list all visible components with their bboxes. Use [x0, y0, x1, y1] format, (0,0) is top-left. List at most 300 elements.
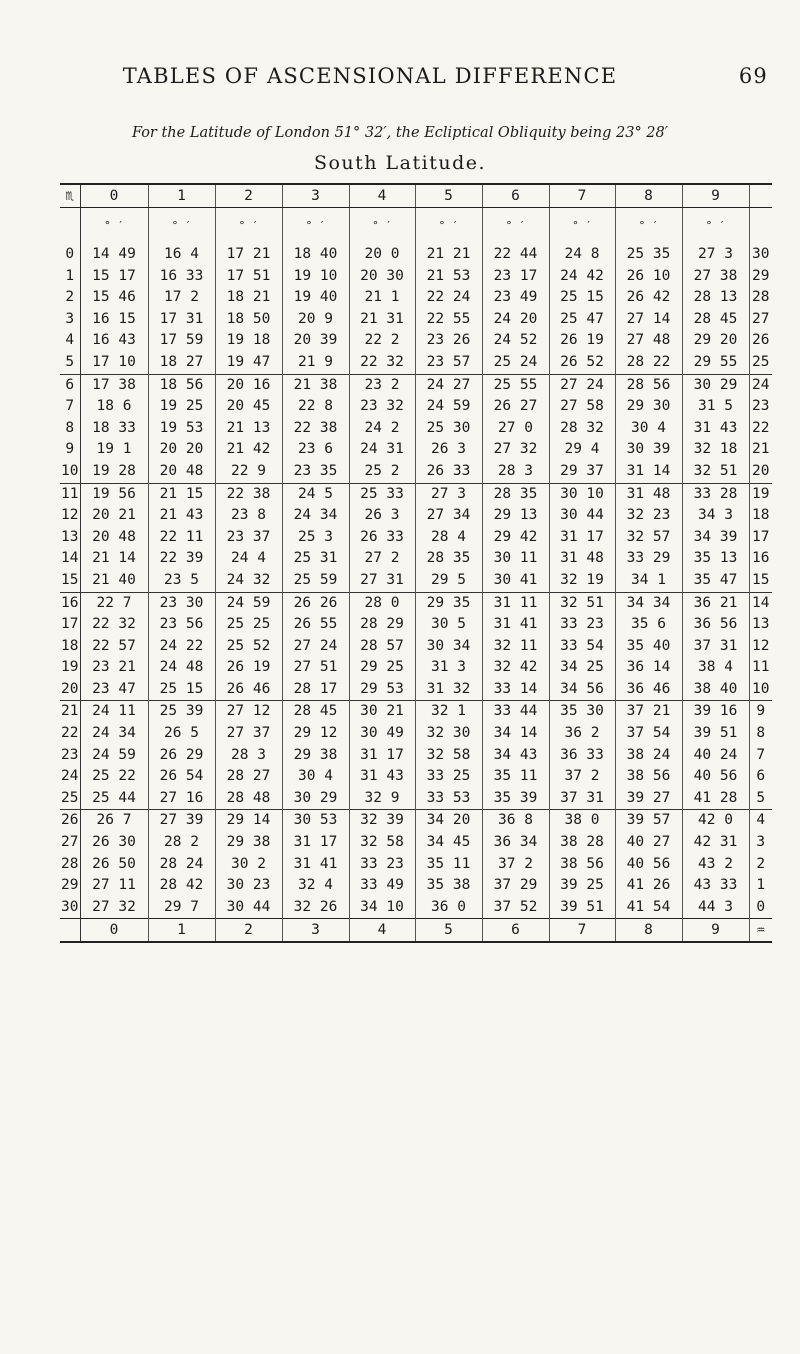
table-cell: 42 0	[682, 810, 749, 832]
table-cell: 31 11	[482, 592, 549, 614]
table-cell: 24 31	[349, 439, 415, 461]
table-cell: 29 42	[482, 527, 549, 549]
row-degree-right: 27	[749, 309, 772, 331]
row-degree-left: 11	[60, 483, 80, 505]
column-footer-2: 2	[215, 919, 282, 943]
table-cell: 34 25	[549, 657, 615, 679]
table-cell: 22 8	[282, 396, 349, 418]
table-cell: 29 14	[215, 810, 282, 832]
table-cell: 37 54	[615, 723, 682, 745]
column-footer-6: 6	[482, 919, 549, 943]
column-footer-0: 0	[80, 919, 148, 943]
table-cell: 28 48	[215, 788, 282, 810]
table-cell: 24 8	[549, 244, 615, 266]
table-cell: 17 31	[148, 309, 215, 331]
table-cell: 27 3	[682, 244, 749, 266]
table-cell: 22 38	[282, 418, 349, 440]
table-cell: 32 19	[549, 570, 615, 592]
table-cell: 24 5	[282, 483, 349, 505]
table-cell: 23 2	[349, 374, 415, 396]
table-cell: 36 8	[482, 810, 549, 832]
table-cell: 35 13	[682, 548, 749, 570]
table-cell: 26 3	[415, 439, 482, 461]
table-cell: 17 38	[80, 374, 148, 396]
table-cell: 38 56	[549, 854, 615, 876]
table-cell: 18 27	[148, 352, 215, 374]
table-cell: 26 46	[215, 679, 282, 701]
table-cell: 36 46	[615, 679, 682, 701]
table-row	[60, 527, 772, 549]
unit-right-blank	[749, 208, 772, 245]
table-cell: 29 13	[482, 505, 549, 527]
table-cell: 32 18	[682, 439, 749, 461]
table-cell: 26 54	[148, 766, 215, 788]
column-header-row	[60, 184, 772, 208]
table-cell: 23 49	[482, 287, 549, 309]
table-cell: 27 32	[482, 439, 549, 461]
table-cell: 23 5	[148, 570, 215, 592]
table-cell: 21 21	[415, 244, 482, 266]
row-degree-right: 0	[749, 897, 772, 919]
table-cell: 33 53	[415, 788, 482, 810]
table-cell: 35 11	[482, 766, 549, 788]
table-cell: 29 53	[349, 679, 415, 701]
table-cell: 33 14	[482, 679, 549, 701]
table-cell: 30 49	[349, 723, 415, 745]
table-cell: 35 6	[615, 614, 682, 636]
table-cell: 17 21	[215, 244, 282, 266]
table-cell: 18 56	[148, 374, 215, 396]
table-cell: 25 39	[148, 701, 215, 723]
page-header	[30, 54, 770, 94]
table-cell: 34 1	[615, 570, 682, 592]
unit-label: ° ′	[415, 208, 482, 245]
table-cell: 17 59	[148, 330, 215, 352]
table-cell: 25 3	[282, 527, 349, 549]
unit-label: ° ′	[349, 208, 415, 245]
table-cell: 44 3	[682, 897, 749, 919]
table-cell: 37 2	[482, 854, 549, 876]
table-cell: 25 44	[80, 788, 148, 810]
row-degree-left: 8	[60, 418, 80, 440]
table-row	[60, 766, 772, 788]
table-cell: 20 0	[349, 244, 415, 266]
row-degree-left: 16	[60, 592, 80, 614]
table-cell: 40 56	[682, 766, 749, 788]
table-cell: 24 22	[148, 636, 215, 658]
unit-label: ° ′	[615, 208, 682, 245]
table-cell: 24 34	[80, 723, 148, 745]
row-degree-right: 6	[749, 766, 772, 788]
table-cell: 20 39	[282, 330, 349, 352]
table-row	[60, 483, 772, 505]
table-cell: 25 59	[282, 570, 349, 592]
table-cell: 28 22	[615, 352, 682, 374]
table-cell: 28 24	[148, 854, 215, 876]
unit-left-blank	[60, 208, 80, 245]
table-cell: 28 45	[682, 309, 749, 331]
table-cell: 38 56	[615, 766, 682, 788]
table-cell: 32 26	[282, 897, 349, 919]
row-degree-right: 8	[749, 723, 772, 745]
table-cell: 32 39	[349, 810, 415, 832]
table-cell: 33 44	[482, 701, 549, 723]
table-body	[60, 244, 772, 919]
table-row	[60, 701, 772, 723]
table-row	[60, 309, 772, 331]
table-cell: 35 47	[682, 570, 749, 592]
section-title: South Latitude.	[313, 152, 487, 174]
table-cell: 20 9	[282, 309, 349, 331]
unit-label: ° ′	[482, 208, 549, 245]
table-cell: 26 7	[80, 810, 148, 832]
table-cell: 22 39	[148, 548, 215, 570]
table-cell: 18 6	[80, 396, 148, 418]
table-cell: 24 27	[415, 374, 482, 396]
table-cell: 36 14	[615, 657, 682, 679]
table-cell: 20 48	[80, 527, 148, 549]
page-title: TABLES OF ASCENSIONAL DIFFERENCE	[122, 64, 618, 88]
row-degree-left: 3	[60, 309, 80, 331]
table-cell: 34 3	[682, 505, 749, 527]
table-cell: 28 3	[215, 745, 282, 767]
table-cell: 32 4	[282, 875, 349, 897]
table-cell: 19 18	[215, 330, 282, 352]
unit-label: ° ′	[80, 208, 148, 245]
row-degree-left: 27	[60, 832, 80, 854]
table-cell: 29 5	[415, 570, 482, 592]
column-header-0: 0	[80, 184, 148, 208]
table-cell: 36 34	[482, 832, 549, 854]
table-cell: 27 16	[148, 788, 215, 810]
table-cell: 26 55	[282, 614, 349, 636]
table-cell: 24 59	[215, 592, 282, 614]
row-degree-left: 9	[60, 439, 80, 461]
table-cell: 30 21	[349, 701, 415, 723]
column-footer-8: 8	[615, 919, 682, 943]
sign-symbol-top: ♏	[60, 184, 80, 208]
row-degree-left: 28	[60, 854, 80, 876]
table-cell: 26 27	[482, 396, 549, 418]
table-cell: 28 32	[549, 418, 615, 440]
table-cell: 18 40	[282, 244, 349, 266]
table-cell: 35 30	[549, 701, 615, 723]
column-header-6: 6	[482, 184, 549, 208]
table-cell: 26 19	[549, 330, 615, 352]
table-cell: 14 49	[80, 244, 148, 266]
table-cell: 34 43	[482, 745, 549, 767]
table-cell: 37 2	[549, 766, 615, 788]
table-cell: 20 48	[148, 461, 215, 483]
table-cell: 22 32	[349, 352, 415, 374]
table-cell: 23 56	[148, 614, 215, 636]
table-cell: 27 14	[615, 309, 682, 331]
table-cell: 22 44	[482, 244, 549, 266]
table-cell: 27 11	[80, 875, 148, 897]
table-row	[60, 374, 772, 396]
table-cell: 21 9	[282, 352, 349, 374]
table-cell: 21 31	[349, 309, 415, 331]
table-cell: 28 3	[482, 461, 549, 483]
table-cell: 28 35	[482, 483, 549, 505]
row-degree-right: 15	[749, 570, 772, 592]
table-cell: 30 34	[415, 636, 482, 658]
table-cell: 29 7	[148, 897, 215, 919]
table-cell: 28 2	[148, 832, 215, 854]
row-degree-right: 5	[749, 788, 772, 810]
table-cell: 24 4	[215, 548, 282, 570]
table-cell: 33 23	[349, 854, 415, 876]
table-cell: 35 38	[415, 875, 482, 897]
row-degree-left: 14	[60, 548, 80, 570]
row-degree-right: 12	[749, 636, 772, 658]
table-cell: 32 9	[349, 788, 415, 810]
table-cell: 31 41	[482, 614, 549, 636]
row-degree-left: 18	[60, 636, 80, 658]
table-cell: 21 38	[282, 374, 349, 396]
table-cell: 40 27	[615, 832, 682, 854]
column-header-4: 4	[349, 184, 415, 208]
unit-label: ° ′	[148, 208, 215, 245]
header-right-blank	[749, 184, 772, 208]
table-cell: 33 28	[682, 483, 749, 505]
table-row	[60, 832, 772, 854]
table-cell: 43 2	[682, 854, 749, 876]
table-cell: 26 29	[148, 745, 215, 767]
table-cell: 18 50	[215, 309, 282, 331]
table-cell: 27 32	[80, 897, 148, 919]
table-cell: 26 3	[349, 505, 415, 527]
table-cell: 20 16	[215, 374, 282, 396]
row-degree-left: 2	[60, 287, 80, 309]
row-degree-left: 12	[60, 505, 80, 527]
table-cell: 21 13	[215, 418, 282, 440]
table-cell: 36 21	[682, 592, 749, 614]
table-cell: 21 15	[148, 483, 215, 505]
row-degree-left: 23	[60, 745, 80, 767]
table-cell: 29 20	[682, 330, 749, 352]
table-cell: 21 42	[215, 439, 282, 461]
column-header-2: 2	[215, 184, 282, 208]
unit-label: ° ′	[682, 208, 749, 245]
table-cell: 35 11	[415, 854, 482, 876]
table-cell: 20 21	[80, 505, 148, 527]
table-row	[60, 810, 772, 832]
table-cell: 37 31	[682, 636, 749, 658]
table-cell: 16 43	[80, 330, 148, 352]
table-cell: 28 0	[349, 592, 415, 614]
row-degree-right: 2	[749, 854, 772, 876]
row-degree-right: 19	[749, 483, 772, 505]
table-cell: 37 52	[482, 897, 549, 919]
row-degree-right: 23	[749, 396, 772, 418]
table-cell: 20 30	[349, 266, 415, 288]
table-row	[60, 788, 772, 810]
table-cell: 39 51	[682, 723, 749, 745]
table-cell: 34 56	[549, 679, 615, 701]
row-degree-left: 6	[60, 374, 80, 396]
table-cell: 30 29	[282, 788, 349, 810]
table-cell: 32 58	[415, 745, 482, 767]
table-cell: 24 20	[482, 309, 549, 331]
table-cell: 28 27	[215, 766, 282, 788]
table-cell: 15 17	[80, 266, 148, 288]
column-header-8: 8	[615, 184, 682, 208]
table-cell: 29 4	[549, 439, 615, 461]
row-degree-right: 3	[749, 832, 772, 854]
row-degree-left: 30	[60, 897, 80, 919]
row-degree-right: 20	[749, 461, 772, 483]
row-degree-left: 26	[60, 810, 80, 832]
table-cell: 30 39	[615, 439, 682, 461]
table-cell: 26 33	[415, 461, 482, 483]
table-cell: 38 24	[615, 745, 682, 767]
row-degree-left: 5	[60, 352, 80, 374]
table-cell: 16 33	[148, 266, 215, 288]
table-cell: 23 47	[80, 679, 148, 701]
table-cell: 32 58	[349, 832, 415, 854]
row-degree-right: 7	[749, 745, 772, 767]
row-degree-right: 26	[749, 330, 772, 352]
table-row	[60, 266, 772, 288]
table-cell: 27 38	[682, 266, 749, 288]
table-cell: 25 30	[415, 418, 482, 440]
table-row	[60, 461, 772, 483]
table-subtitle: For the Latitude of London 51° 32′, the Ecliptical Obliquity being 23° 28′	[131, 125, 669, 141]
table-cell: 27 12	[215, 701, 282, 723]
table-cell: 23 57	[415, 352, 482, 374]
row-degree-left: 29	[60, 875, 80, 897]
table-cell: 19 53	[148, 418, 215, 440]
table-row	[60, 592, 772, 614]
table-cell: 30 5	[415, 614, 482, 636]
row-degree-right: 22	[749, 418, 772, 440]
table-row	[60, 854, 772, 876]
table-cell: 32 57	[615, 527, 682, 549]
table-row	[60, 875, 772, 897]
table-cell: 31 48	[615, 483, 682, 505]
unit-label: ° ′	[549, 208, 615, 245]
table-cell: 31 48	[549, 548, 615, 570]
table-cell: 21 1	[349, 287, 415, 309]
table-cell: 26 10	[615, 266, 682, 288]
row-degree-right: 18	[749, 505, 772, 527]
table-cell: 29 25	[349, 657, 415, 679]
table-cell: 24 59	[415, 396, 482, 418]
table-cell: 15 46	[80, 287, 148, 309]
table-cell: 38 0	[549, 810, 615, 832]
table-cell: 22 55	[415, 309, 482, 331]
table-cell: 27 24	[282, 636, 349, 658]
row-degree-right: 21	[749, 439, 772, 461]
sign-symbol-bottom: ♒	[749, 919, 772, 943]
table-cell: 34 34	[615, 592, 682, 614]
table-cell: 26 5	[148, 723, 215, 745]
row-degree-left: 10	[60, 461, 80, 483]
table-cell: 40 24	[682, 745, 749, 767]
table-cell: 28 56	[615, 374, 682, 396]
table-cell: 30 2	[215, 854, 282, 876]
table-cell: 28 17	[282, 679, 349, 701]
row-degree-right: 1	[749, 875, 772, 897]
table-cell: 41 28	[682, 788, 749, 810]
row-degree-right: 16	[749, 548, 772, 570]
table-cell: 19 1	[80, 439, 148, 461]
row-degree-right: 17	[749, 527, 772, 549]
table-cell: 39 27	[615, 788, 682, 810]
table-cell: 31 41	[282, 854, 349, 876]
table-cell: 39 16	[682, 701, 749, 723]
table-cell: 31 17	[349, 745, 415, 767]
table-cell: 28 42	[148, 875, 215, 897]
column-header-5: 5	[415, 184, 482, 208]
table-cell: 19 47	[215, 352, 282, 374]
table-row	[60, 439, 772, 461]
table-cell: 33 49	[349, 875, 415, 897]
table-cell: 36 56	[682, 614, 749, 636]
table-cell: 23 6	[282, 439, 349, 461]
table-cell: 36 33	[549, 745, 615, 767]
table-cell: 29 38	[282, 745, 349, 767]
table-cell: 34 14	[482, 723, 549, 745]
ascensional-difference-table	[60, 183, 772, 943]
table-cell: 36 2	[549, 723, 615, 745]
column-footer-1: 1	[148, 919, 215, 943]
table-cell: 20 20	[148, 439, 215, 461]
table-cell: 34 39	[682, 527, 749, 549]
row-degree-right: 13	[749, 614, 772, 636]
row-degree-left: 0	[60, 244, 80, 266]
table-cell: 22 11	[148, 527, 215, 549]
table-row	[60, 505, 772, 527]
table-cell: 21 14	[80, 548, 148, 570]
row-degree-right: 14	[749, 592, 772, 614]
row-degree-right: 24	[749, 374, 772, 396]
table-cell: 26 52	[549, 352, 615, 374]
table-row	[60, 679, 772, 701]
table-row	[60, 244, 772, 266]
table-cell: 27 34	[415, 505, 482, 527]
row-degree-left: 19	[60, 657, 80, 679]
row-degree-right: 25	[749, 352, 772, 374]
table-cell: 24 42	[549, 266, 615, 288]
table-cell: 26 30	[80, 832, 148, 854]
table-cell: 27 51	[282, 657, 349, 679]
table-cell: 43 33	[682, 875, 749, 897]
table-cell: 19 40	[282, 287, 349, 309]
table-cell: 22 57	[80, 636, 148, 658]
row-degree-right: 10	[749, 679, 772, 701]
table-cell: 17 51	[215, 266, 282, 288]
table-cell: 23 8	[215, 505, 282, 527]
table-cell: 24 2	[349, 418, 415, 440]
table-cell: 25 47	[549, 309, 615, 331]
table-cell: 39 51	[549, 897, 615, 919]
table-row	[60, 548, 772, 570]
column-header-9: 9	[682, 184, 749, 208]
table-cell: 16 15	[80, 309, 148, 331]
table-cell: 22 32	[80, 614, 148, 636]
table-cell: 31 43	[349, 766, 415, 788]
table-cell: 35 40	[615, 636, 682, 658]
table-cell: 34 10	[349, 897, 415, 919]
table-cell: 33 25	[415, 766, 482, 788]
table-cell: 28 45	[282, 701, 349, 723]
table-cell: 27 2	[349, 548, 415, 570]
table-cell: 28 4	[415, 527, 482, 549]
table-cell: 30 4	[615, 418, 682, 440]
table-cell: 19 56	[80, 483, 148, 505]
